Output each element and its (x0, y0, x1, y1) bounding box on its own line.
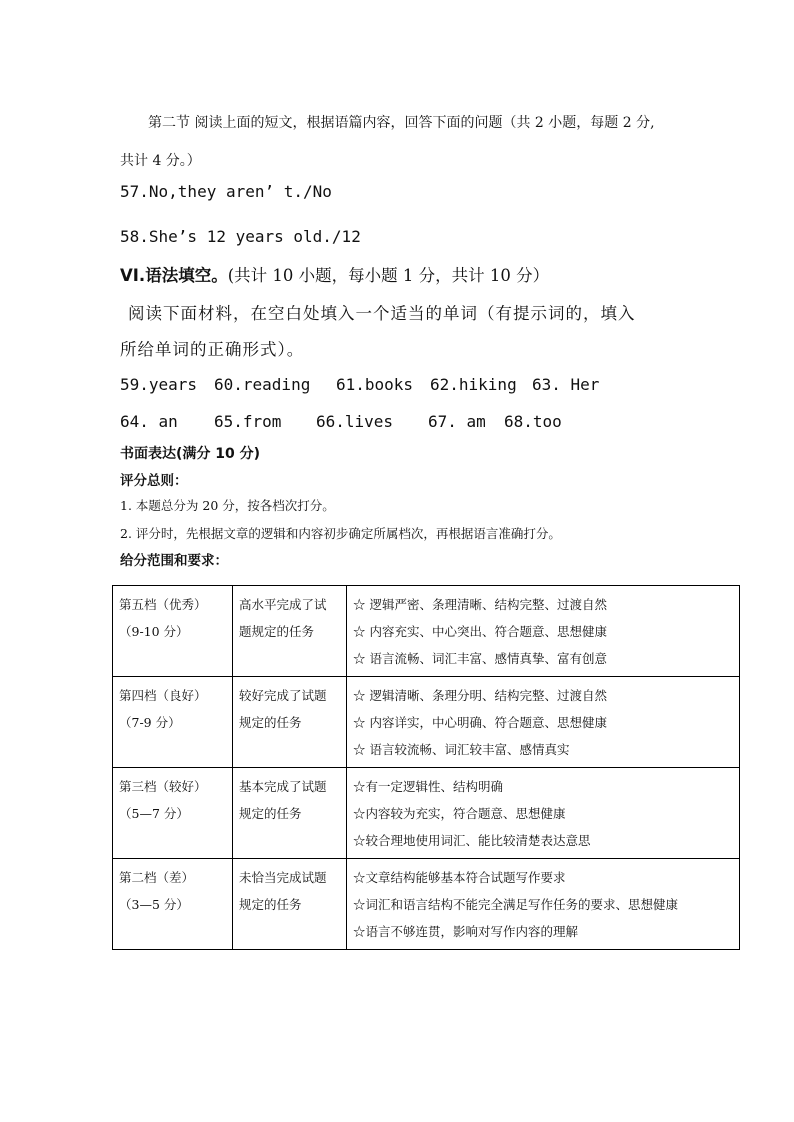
task-cell (233, 677, 347, 768)
task-desc: 题规定的任务 (239, 624, 315, 639)
section6-heading (120, 262, 549, 286)
criteria-cell (347, 859, 740, 950)
writing-title: 书面表达(满分 10 分) (120, 446, 261, 462)
answer-67: 67. am (428, 412, 486, 431)
task-desc: 规定的任务 (239, 715, 302, 730)
task-desc: 较好完成了试题 (239, 688, 327, 703)
criterion: ☆ 语言流畅、词汇丰富、感情真挚、富有创意 (353, 651, 607, 666)
section6-instruction-line1: 阅读下面材料，在空白处填入一个适当的单词（有提示词的，填入 (128, 304, 636, 323)
grade-cell (113, 677, 233, 768)
scoring-rules-title: 评分总则： (120, 473, 188, 489)
grade-name: 第三档（较好） (119, 779, 207, 794)
section6-note: (共计 10 小题，每小题 1 分，共计 10 分） (227, 266, 550, 285)
grade-score: （9-10 分） (119, 624, 189, 639)
answer-65: 65.from (214, 412, 282, 431)
scoring-rule-2: 2. 评分时，先根据文章的逻辑和内容初步确定所属档次，再根据语言准确打分。 (120, 526, 561, 541)
answer-68: 68.too (504, 412, 562, 431)
answer-62: 62.hiking (430, 375, 517, 394)
grade-name: 第二档（差） (119, 870, 195, 885)
criterion: ☆文章结构能够基本符合试题写作要求 (353, 870, 566, 885)
grade-score: （5—7 分） (119, 806, 189, 821)
section2-instruction-line1: 第二节 阅读上面的短文，根据语篇内容，回答下面的问题（共 2 小题，每题 2 分, (148, 115, 655, 131)
answer-57: 57.No,they aren’ t./No (120, 182, 332, 201)
criteria-cell (347, 768, 740, 859)
task-desc: 未恰当完成试题 (239, 870, 327, 885)
task-cell (233, 768, 347, 859)
scoring-rule-1: 1. 本题总分为 20 分，按各档次打分。 (120, 498, 335, 513)
answer-58: 58.She’s 12 years old./12 (120, 227, 361, 246)
criterion: ☆较合理地使用词汇、能比较清楚表达意思 (353, 833, 591, 848)
criterion: ☆ 语言较流畅、词汇较丰富、感情真实 (353, 742, 570, 757)
grade-cell (113, 586, 233, 677)
task-cell (233, 859, 347, 950)
grade-score: （3—5 分） (119, 897, 189, 912)
criterion: ☆ 内容充实、中心突出、符合题意、思想健康 (353, 624, 607, 639)
table-row (113, 859, 740, 950)
section6-instruction-line2: 所给单词的正确形式）。 (120, 340, 305, 359)
criterion: ☆词汇和语言结构不能完全满足写作任务的要求、思想健康 (353, 897, 679, 912)
criterion: ☆ 逻辑清晰、条理分明、结构完整、过渡自然 (353, 688, 607, 703)
answer-59: 59.years (120, 375, 198, 394)
answer-64: 64. an (120, 412, 178, 431)
grading-table (112, 585, 740, 950)
criteria-cell (347, 586, 740, 677)
task-desc: 高水平完成了试 (239, 597, 327, 612)
task-cell (233, 586, 347, 677)
criterion: ☆有一定逻辑性、结构明确 (353, 779, 504, 794)
answer-61: 61.books (336, 375, 414, 394)
criterion: ☆语言不够连贯，影响对写作内容的理解 (353, 924, 579, 939)
criterion: ☆ 内容详实，中心明确、符合题意、思想健康 (353, 715, 607, 730)
score-range-title: 给分范围和要求： (120, 553, 228, 569)
table-row (113, 677, 740, 768)
section6-number: VI. (120, 266, 146, 285)
section2-instruction-line2: 共计 4 分。） (120, 153, 201, 169)
grade-name: 第四档（良好） (119, 688, 207, 703)
task-desc: 基本完成了试题 (239, 779, 327, 794)
grade-name: 第五档（优秀） (119, 597, 207, 612)
answer-66: 66.lives (316, 412, 394, 431)
answer-63: 63. Her (532, 375, 600, 394)
criterion: ☆内容较为充实，符合题意、思想健康 (353, 806, 566, 821)
grade-cell (113, 859, 233, 950)
table-row (113, 586, 740, 677)
grade-cell (113, 768, 233, 859)
answer-60: 60.reading (214, 375, 311, 394)
task-desc: 规定的任务 (239, 806, 302, 821)
table-row (113, 768, 740, 859)
criteria-cell (347, 677, 740, 768)
criterion: ☆ 逻辑严密、条理清晰、结构完整、过渡自然 (353, 597, 607, 612)
section6-title: 语法填空。 (145, 266, 228, 285)
task-desc: 规定的任务 (239, 897, 302, 912)
grade-score: （7-9 分） (119, 715, 181, 730)
